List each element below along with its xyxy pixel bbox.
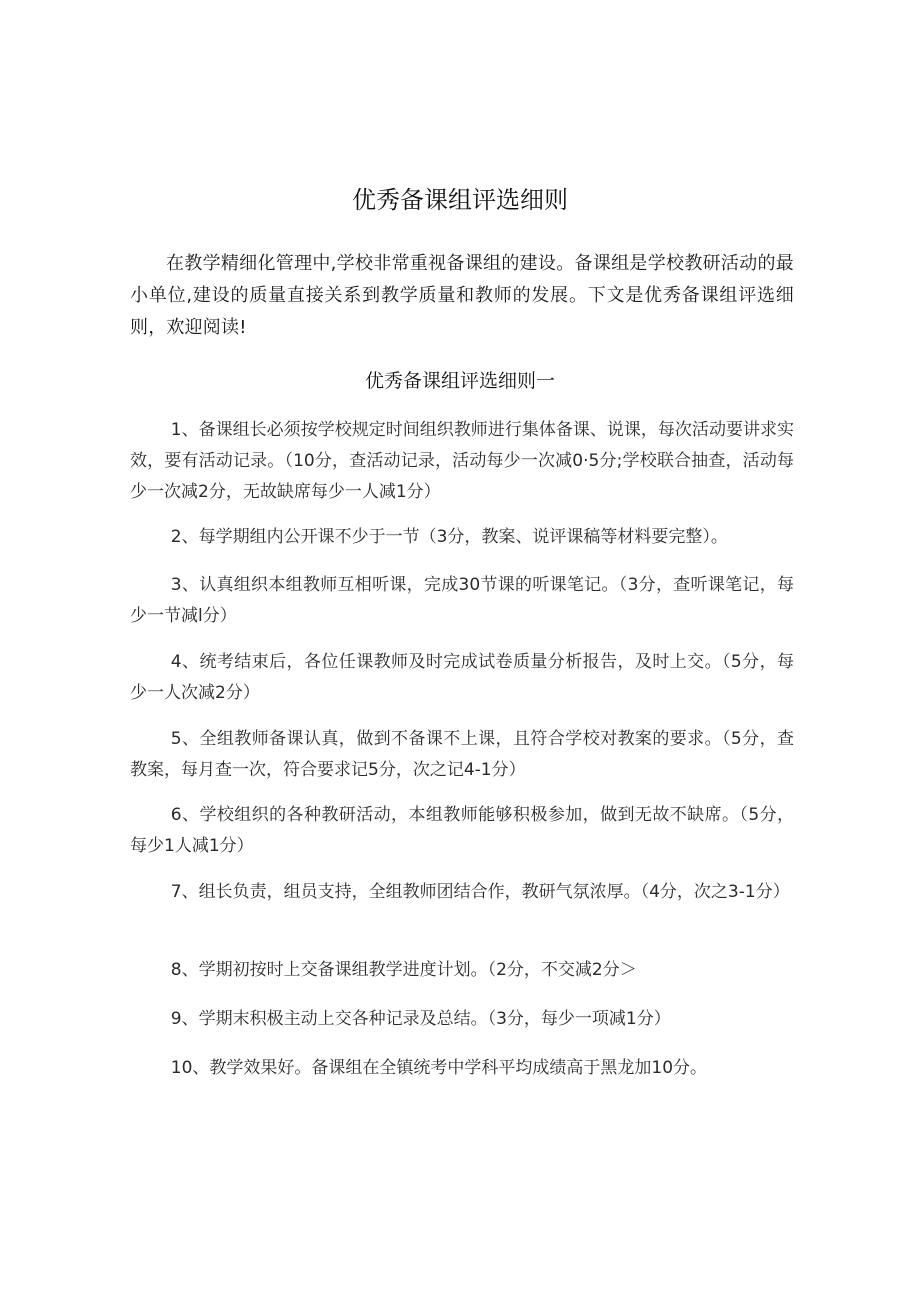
- rule-item-7: 7、组长负责，组员支持，全组教师团结合作，教研气氛浓厚。（4分，次之3-1分）: [170, 882, 790, 902]
- rule-item-3: 3、认真组织本组教师互相听课，完成30节课的听课笔记。（3分，查听课笔记，每少一节减l分）: [130, 575, 794, 626]
- rule-item-10: 10、教学效果好。备课组在全镇统考中学科平均成绩高于黑龙加10分。: [170, 1058, 708, 1078]
- document-title: 优秀备课组评选细则: [352, 186, 568, 214]
- rule-item-8: 8、学期初按时上交备课组教学进度计划。（2分，不交减2分＞: [170, 960, 637, 980]
- section-heading: 优秀备课组评选细则一: [364, 370, 555, 392]
- rule-item-6: 6、学校组织的各种教研活动，本组教师能够积极参加，做到无故不缺席。（5分，每少1人减1分）: [130, 805, 794, 856]
- rule-item-1: 1、备课组长必须按学校规定时间组织教师进行集体备课、说课，每次活动要讲求实效，要有活动记录。（10分，查活动记录，活动每少一次减0·5分;学校联合抽查，活动每少一次减2分，无故缺席每少一人减1分）: [130, 420, 794, 502]
- rule-item-4: 4、统考结束后，各位任课教师及时完成试卷质量分析报告，及时上交。（5分，每少一人次减2分）: [130, 652, 794, 703]
- rule-item-9: 9、学期末积极主动上交各种记录及总结。（3分，每少一项减1分）: [170, 1009, 671, 1029]
- rule-item-5: 5、全组教师备课认真，做到不备课不上课，且符合学校对教案的要求。（5分，查教案，每月查一次，符合要求记5分，次之记4-1分）: [130, 729, 794, 780]
- rule-item-2: 2、每学期组内公开课不少于一节（3分，教案、说评课稿等材料要完整）。: [170, 527, 728, 547]
- intro-paragraph: 在教学精细化管理中,学校非常重视备课组的建设。备课组是学校教研活动的最小单位,建设的质量直接关系到教学质量和教师的发展。下文是优秀备课组评选细则，欢迎阅读!: [130, 253, 794, 338]
